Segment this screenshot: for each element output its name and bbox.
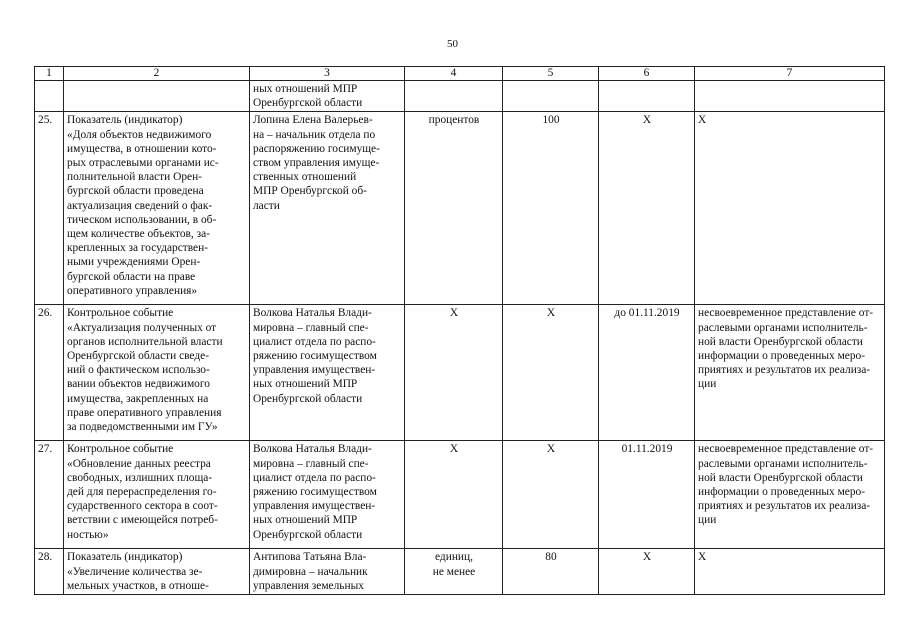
- responsible-cell: [250, 305, 405, 441]
- cell-line: актуализация сведений о фак-: [67, 199, 213, 212]
- cell-line: крепленных за государствен-: [67, 242, 208, 255]
- cell-line: информации о проведенных меро-: [698, 486, 866, 499]
- table-row: [35, 549, 885, 595]
- table-row: [35, 81, 885, 112]
- indicator-cell: [64, 81, 250, 112]
- cell-line: тическом использовании, в об-: [67, 213, 217, 226]
- cell-line: единиц,: [435, 551, 473, 564]
- unit-cell: [405, 305, 503, 441]
- cell-line: ственных отношений: [253, 171, 357, 184]
- cell-line: ной власти Оренбургской области: [698, 335, 863, 348]
- cell-line: вании объектов недвижимого: [67, 378, 210, 391]
- header-col-5: 5: [503, 67, 599, 81]
- cell-line: Лопина Елена Валерьев-: [253, 114, 373, 127]
- risk-cell: [695, 81, 885, 112]
- cell-line: не менее: [432, 565, 476, 578]
- cell-line: Х: [698, 114, 707, 127]
- value-cell: [503, 81, 599, 112]
- cell-line: свободных, излишних площа-: [67, 471, 213, 484]
- risk-cell: [695, 441, 885, 549]
- cell-line: ции: [698, 378, 717, 391]
- cell-line: управления имуществен-: [253, 500, 376, 513]
- cell-line: ной власти Оренбургской области: [698, 471, 863, 484]
- cell-line: дей для перераспределения го-: [67, 486, 217, 499]
- unit-cell: [405, 81, 503, 112]
- row-number-cell: 26.: [35, 305, 64, 441]
- cell-line: ласти: [253, 199, 280, 212]
- cell-line: несвоевременное представление от-: [698, 443, 874, 456]
- row-number-cell: 25.: [35, 112, 64, 305]
- cell-line: Контрольное событие: [67, 443, 174, 456]
- cell-line: Х: [449, 443, 459, 456]
- cell-line: ряжению госимуществом: [253, 350, 377, 363]
- cell-line: мировна – главный спе-: [253, 321, 369, 334]
- cell-line: «Обновление данных реестра: [67, 457, 211, 470]
- unit-cell: [405, 549, 503, 595]
- cell-line: информации о проведенных меро-: [698, 350, 866, 363]
- deadline-cell: Х: [599, 549, 695, 595]
- page-number: 50: [447, 38, 458, 50]
- header-col-7: 7: [695, 67, 885, 81]
- cell-line: приятиях и результатов их реализа-: [698, 364, 871, 377]
- header-row: [35, 67, 885, 81]
- cell-line: сударственного сектора в соот-: [67, 500, 218, 513]
- indicator-cell: [64, 549, 250, 595]
- unit-cell: [405, 441, 503, 549]
- responsible-cell: [250, 441, 405, 549]
- cell-line: ции: [698, 514, 717, 527]
- cell-line: ных отношений МПР: [253, 514, 358, 527]
- plan-table: [34, 66, 885, 595]
- table-body: [35, 81, 885, 595]
- cell-line: за подведомственными им ГУ»: [67, 421, 218, 434]
- cell-line: ными учреждениями Орен-: [67, 256, 201, 269]
- cell-line: несвоевременное представление от-: [698, 307, 874, 320]
- cell-line: раслевыми органами исполнитель-: [698, 457, 868, 470]
- cell-line: праве оперативного управления: [67, 406, 222, 419]
- deadline-cell: 01.11.2019: [599, 441, 695, 549]
- cell-line: мировна – главный спе-: [253, 457, 369, 470]
- cell-line: циалист отдела по распо-: [253, 335, 376, 348]
- table-row: [35, 112, 885, 305]
- cell-line: ством управления имуще-: [253, 157, 380, 170]
- cell-line: рых отраслевыми органами ис-: [67, 157, 219, 170]
- responsible-cell: [250, 81, 405, 112]
- cell-line: ний о фактическом использо-: [67, 364, 210, 377]
- row-number-cell: 28.: [35, 549, 64, 595]
- cell-line: имущества, в отношении кото-: [67, 142, 217, 155]
- cell-line: процентов: [428, 114, 480, 127]
- row-number-cell: 27.: [35, 441, 64, 549]
- cell-line: Оренбургской области: [253, 97, 363, 110]
- cell-line: бургской области на праве: [67, 270, 196, 283]
- deadline-cell: Х: [599, 112, 695, 305]
- cell-line: «Актуализация полученных от: [67, 321, 217, 334]
- cell-line: Контрольное событие: [67, 307, 174, 320]
- cell-line: «Увеличение количества зе-: [67, 565, 203, 578]
- deadline-cell: до 01.11.2019: [599, 305, 695, 441]
- cell-line: ветствии с имеющейся потреб-: [67, 514, 218, 527]
- cell-line: управления земельных: [253, 579, 364, 592]
- row-number-cell: [35, 81, 64, 112]
- cell-line: приятиях и результатов их реализа-: [698, 500, 871, 513]
- cell-line: «Доля объектов недвижимого: [67, 128, 212, 141]
- table-row: [35, 305, 885, 441]
- cell-line: на – начальник отдела по: [253, 128, 376, 141]
- cell-line: ных отношений МПР: [253, 378, 358, 391]
- risk-cell: [695, 112, 885, 305]
- cell-line: Волкова Наталья Влади-: [253, 307, 372, 320]
- cell-line: полнительной власти Орен-: [67, 171, 202, 184]
- cell-line: Оренбургской области: [253, 528, 363, 541]
- cell-line: имущества, закрепленных на: [67, 392, 209, 405]
- header-col-1: 1: [35, 67, 64, 81]
- deadline-cell: [599, 81, 695, 112]
- header-col-6: 6: [599, 67, 695, 81]
- value-cell: 100: [503, 112, 599, 305]
- cell-line: Антипова Татьяна Вла-: [253, 551, 367, 564]
- unit-cell: [405, 112, 503, 305]
- cell-line: управления имуществен-: [253, 364, 376, 377]
- cell-line: Х: [449, 307, 459, 320]
- cell-line: Х: [698, 551, 707, 564]
- value-cell: Х: [503, 305, 599, 441]
- cell-line: мельных участков, в отноше-: [67, 579, 209, 592]
- risk-cell: [695, 305, 885, 441]
- responsible-cell: [250, 549, 405, 595]
- value-cell: 80: [503, 549, 599, 595]
- cell-line: бургской области проведена: [67, 185, 204, 198]
- header-col-3: 3: [250, 67, 405, 81]
- cell-line: распоряжению госимуще-: [253, 142, 380, 155]
- cell-line: Показатель (индикатор): [67, 114, 183, 127]
- header-col-4: 4: [405, 67, 503, 81]
- cell-line: органов исполнительной власти: [67, 335, 223, 348]
- cell-line: ряжению госимуществом: [253, 486, 377, 499]
- indicator-cell: [64, 112, 250, 305]
- cell-line: Оренбургской области: [253, 392, 363, 405]
- risk-cell: [695, 549, 885, 595]
- cell-line: МПР Оренбургской об-: [253, 185, 367, 198]
- cell-line: раслевыми органами исполнитель-: [698, 321, 868, 334]
- cell-line: циалист отдела по распо-: [253, 471, 376, 484]
- cell-line: ных отношений МПР: [253, 83, 358, 95]
- cell-line: Показатель (индикатор): [67, 551, 183, 564]
- cell-line: щем количестве объектов, за-: [67, 228, 210, 241]
- table-row: [35, 441, 885, 549]
- indicator-cell: [64, 441, 250, 549]
- cell-line: Волкова Наталья Влади-: [253, 443, 372, 456]
- value-cell: Х: [503, 441, 599, 549]
- cell-line: Оренбургской области сведе-: [67, 350, 209, 363]
- cell-line: димировна – начальник: [253, 565, 368, 578]
- cell-line: ностью»: [67, 528, 109, 541]
- indicator-cell: [64, 305, 250, 441]
- header-col-2: 2: [64, 67, 250, 81]
- responsible-cell: [250, 112, 405, 305]
- cell-line: оперативного управления»: [67, 284, 198, 297]
